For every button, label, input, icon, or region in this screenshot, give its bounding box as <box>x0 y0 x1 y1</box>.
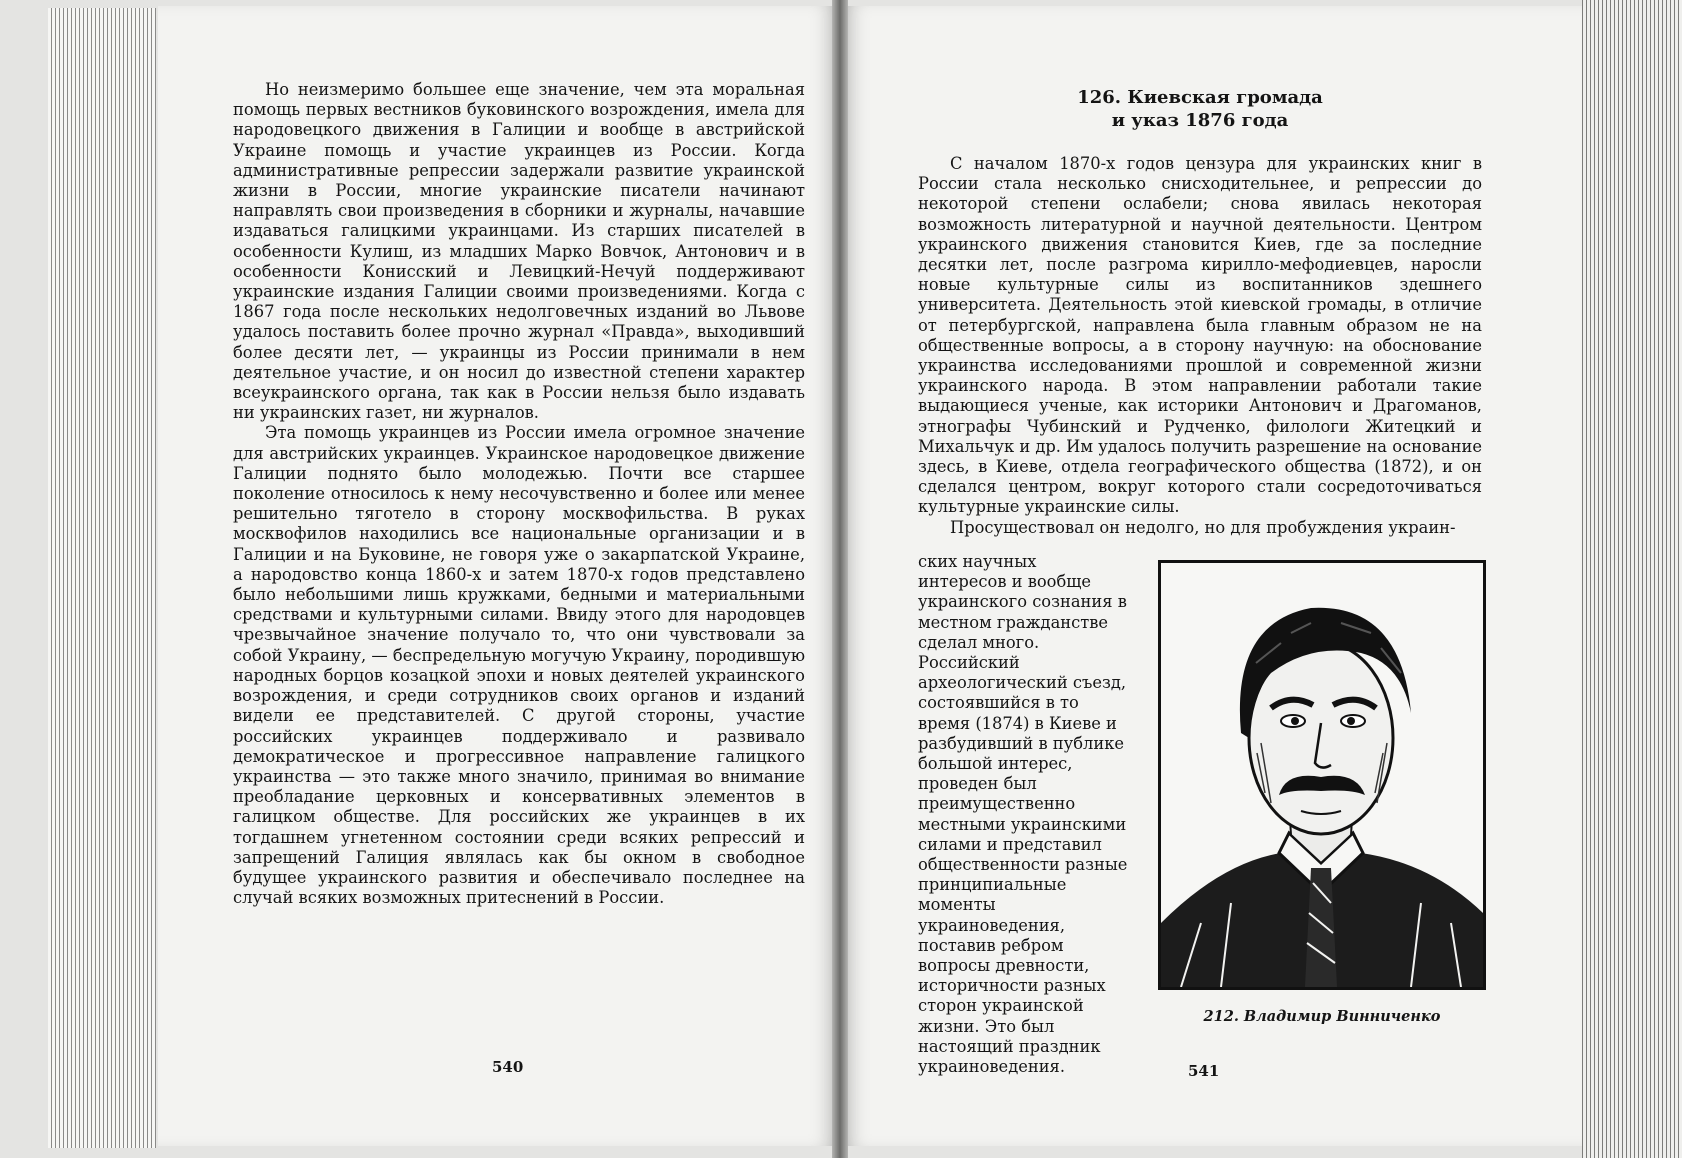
left-paragraph-2: Эта помощь украинцев из России имела огромное значение для австрийских украинцев. Украинское народовецкое движение Галиции поднято было молодежью. Почти все старшее поколение относилось к нему несочувственно и более или менее решительно тяготело в сторону москвофильства. В руках москвофилов находились все национальные организации и в Галиции и на Буковине, не говоря уже о закарпатской Украине, а народовство конца 1860-х и затем 1870-х годов представлено было небольшими лишь кружками, бедными и материальными средствами и культурными силами. Ввиду этого для народовцев чрезвычайное значение получало то, что они чувствовали за собой Украину, — беспредельную могучую Украину, породившую народных борцов козацкой эпохи и новых деятелей украинского возрождения, и среди сотрудников своих органов и изданий видели ее представителей. С другой стороны, участие российских украинцев поддерживало и развивало демократическое и прогрессивное направление галицкого украинства — это также много значило, принимая во внимание преобладание церковных и консервативных элементов в галицком обществе. Для российских же украинцев в их тогдашнем угнетенном состоянии среди всяких репрессий и запрещений Галиция являлась как бы окном в свободное будущее украинского развития и обеспечивало последнее на случай всяких возможных притеснений в России. <box>233 423 805 908</box>
book-gutter <box>832 0 848 1158</box>
portrait-drawing <box>1161 563 1483 987</box>
heading-line-2: и указ 1876 года <box>1111 110 1289 131</box>
wrap-paragraph: ских научных интересов и вообще украинского сознания в местном гражданстве сделал много. Российский археологический съезд, состоявшийся в то время (1874) в Киеве и разбудивший в публике большой интерес, проведен был преимущественно местными украинскими силами и представил общественности разные принципиальные моменты украиноведения, поставив ребром вопросы древности, историчности разных сторон украинской жизни. Это был настоящий праздник украиноведения. <box>918 552 1128 1077</box>
heading-line-1: 126. Киевская громада <box>1077 87 1323 108</box>
left-page-edges <box>48 8 156 1148</box>
left-page-number: 540 <box>492 1058 524 1076</box>
portrait-caption: 212. Владимир Винниченко <box>1203 1008 1441 1025</box>
right-paragraph-1: С началом 1870-х годов цензура для украинских книг в России стала несколько снисходительнее, и репрессии до некоторой степени ослабели; снова явилась некоторая возможность литературной и научной деятельности. Центром украинского движения становится Киев, где за последние десятки лет, после разгрома кирилло-мефодиевцев, наросли новые культурные силы из воспитанников здешнего университета. Деятельность этой киевской громады, в отличие от петербургской, направлена была главным образом не на общественные вопросы, а в сторону научную: на обоснование украинства исследованиями прошлой и современной жизни украинского народа. В этом направлении работали такие выдающиеся ученые, как историки Антонович и Драгоманов, этнографы Чубинский и Рудченко, филологи Житецкий и Михальчук и др. Им удалось получить разрешение на основание здесь, в Киеве, отдела географического общества (1872), и он сделался центром, вокруг которого стали сосредоточиваться культурные украинские силы. <box>918 154 1482 517</box>
portrait-illustration <box>1158 560 1486 990</box>
right-paragraph-2: Просуществовал он недолго, но для пробуждения украин- <box>950 517 1456 537</box>
section-heading <box>920 86 1480 132</box>
left-page-text <box>233 80 805 908</box>
left-paragraph-1: Но неизмеримо большее еще значение, чем эта моральная помощь первых вестников буковинского возрождения, имела для народовецкого движения в Галиции и вообще в австрийской Украине помощь и участие украинцев из России. Когда административные репрессии задержали развитие украинской жизни в России, многие украинские писатели начинают направлять свои произведения в сборники и журналы, начавшие издаваться галицкими украинцами. Из старших писателей в особенности Кулиш, из младших Марко Вовчок, Антонович и в особенности Конисский и Левицкий-Нечуй поддерживают украинские издания Галиции своими произведениями. Когда с 1867 года после нескольких недолговечных изданий во Львове удалось поставить более прочно журнал «Правда», выходивший более десяти лет, — украинцы из России принимали в нем деятельное участие, и он носил до известной степени характер всеукраинского органа, так как в России нельзя было издавать ни украинских газет, ни журналов. <box>233 80 805 423</box>
right-page-edges <box>1582 0 1682 1158</box>
right-page-text <box>918 154 1482 538</box>
right-page-number: 541 <box>1188 1062 1220 1080</box>
right-wrap-text <box>918 552 1130 1077</box>
